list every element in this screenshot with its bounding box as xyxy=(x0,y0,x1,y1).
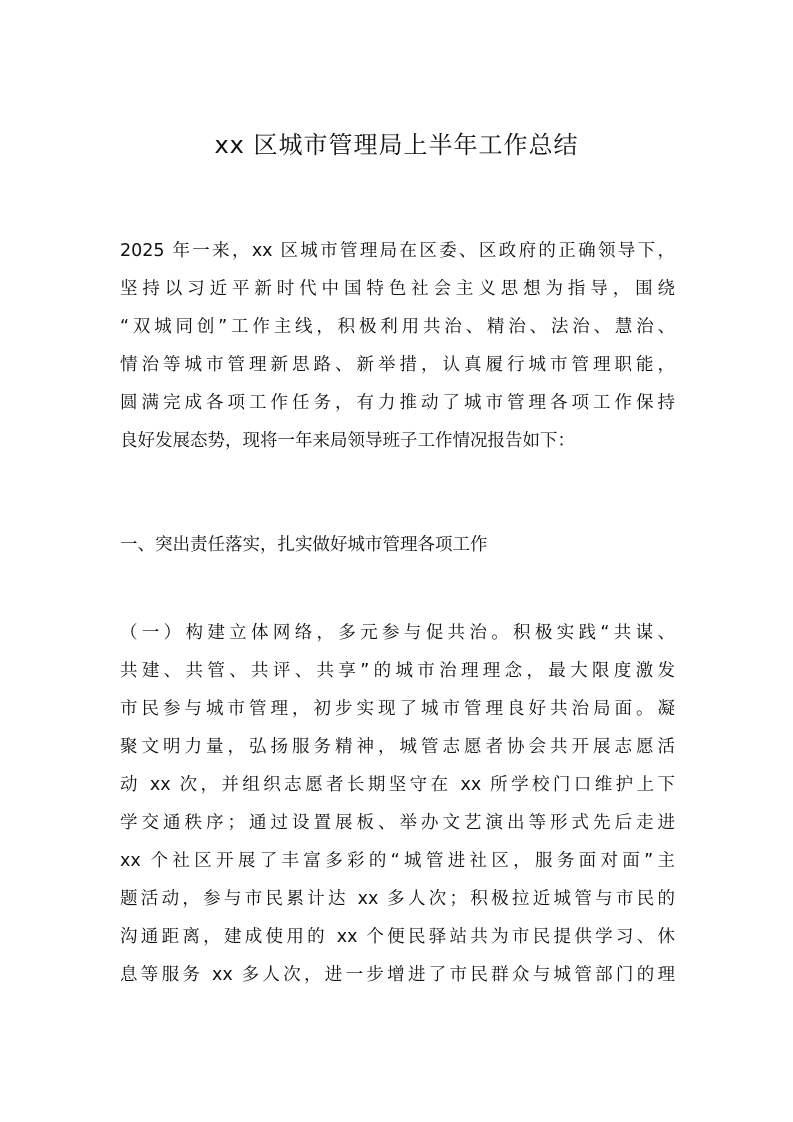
document-title: xx 区城市管理局上半年工作总结 xyxy=(214,131,579,159)
paragraph-line: 共建、共管、共评、共享”的城市治理理念，最大限度激发 xyxy=(120,661,675,681)
paragraph-line: 市民参与城市管理，初步实现了城市管理良好共治局面。凝 xyxy=(120,699,675,719)
section-heading-text: 一、突出责任落实，扎实做好城市管理各项工作 xyxy=(120,535,488,555)
paragraph-line: 动 xx 次，并组织志愿者长期坚守在 xx 所学校门口维护上下 xyxy=(120,775,675,795)
paragraph-line: 题活动，参与市民累计达 xx 多人次；积极拉近城管与市民的 xyxy=(120,889,675,909)
paragraph-line: 圆满完成各项工作任务，有力推动了城市管理各项工作保持 xyxy=(120,393,675,413)
paragraph-line: “双城同创”工作主线，积极利用共治、精治、法治、慧治、 xyxy=(120,317,675,337)
paragraph-line: 沟通距离，建成使用的 xx 个便民驿站共为市民提供学习、休 xyxy=(120,927,675,947)
paragraph-line: xx 个社区开展了丰富多彩的“城管进社区，服务面对面”主 xyxy=(120,851,675,871)
paragraph-line: 坚持以习近平新时代中国特色社会主义思想为指导，围绕 xyxy=(120,279,675,299)
intro-paragraph xyxy=(120,232,675,460)
section-heading xyxy=(120,526,675,564)
paragraph-line: 聚文明力量，弘扬服务精神，城管志愿者协会共开展志愿活 xyxy=(120,737,675,757)
paragraph-line: 2025 年一来，xx 区城市管理局在区委、区政府的正确领导下， xyxy=(120,241,675,261)
paragraph-line: 息等服务 xx 多人次，进一步增进了市民群众与城管部门的理 xyxy=(120,965,675,985)
paragraph-line: 良好发展态势，现将一年来局领导班子工作情况报告如下： xyxy=(120,431,575,451)
paragraph-line: （一）构建立体网络，多元参与促共治。积极实践“共谋、 xyxy=(120,623,675,643)
body-paragraph xyxy=(120,614,675,994)
paragraph-line: 情治等城市管理新思路、新举措，认真履行城市管理职能， xyxy=(120,355,675,375)
paragraph-line: 学交通秩序；通过设置展板、举办文艺演出等形式先后走进 xyxy=(120,813,675,833)
